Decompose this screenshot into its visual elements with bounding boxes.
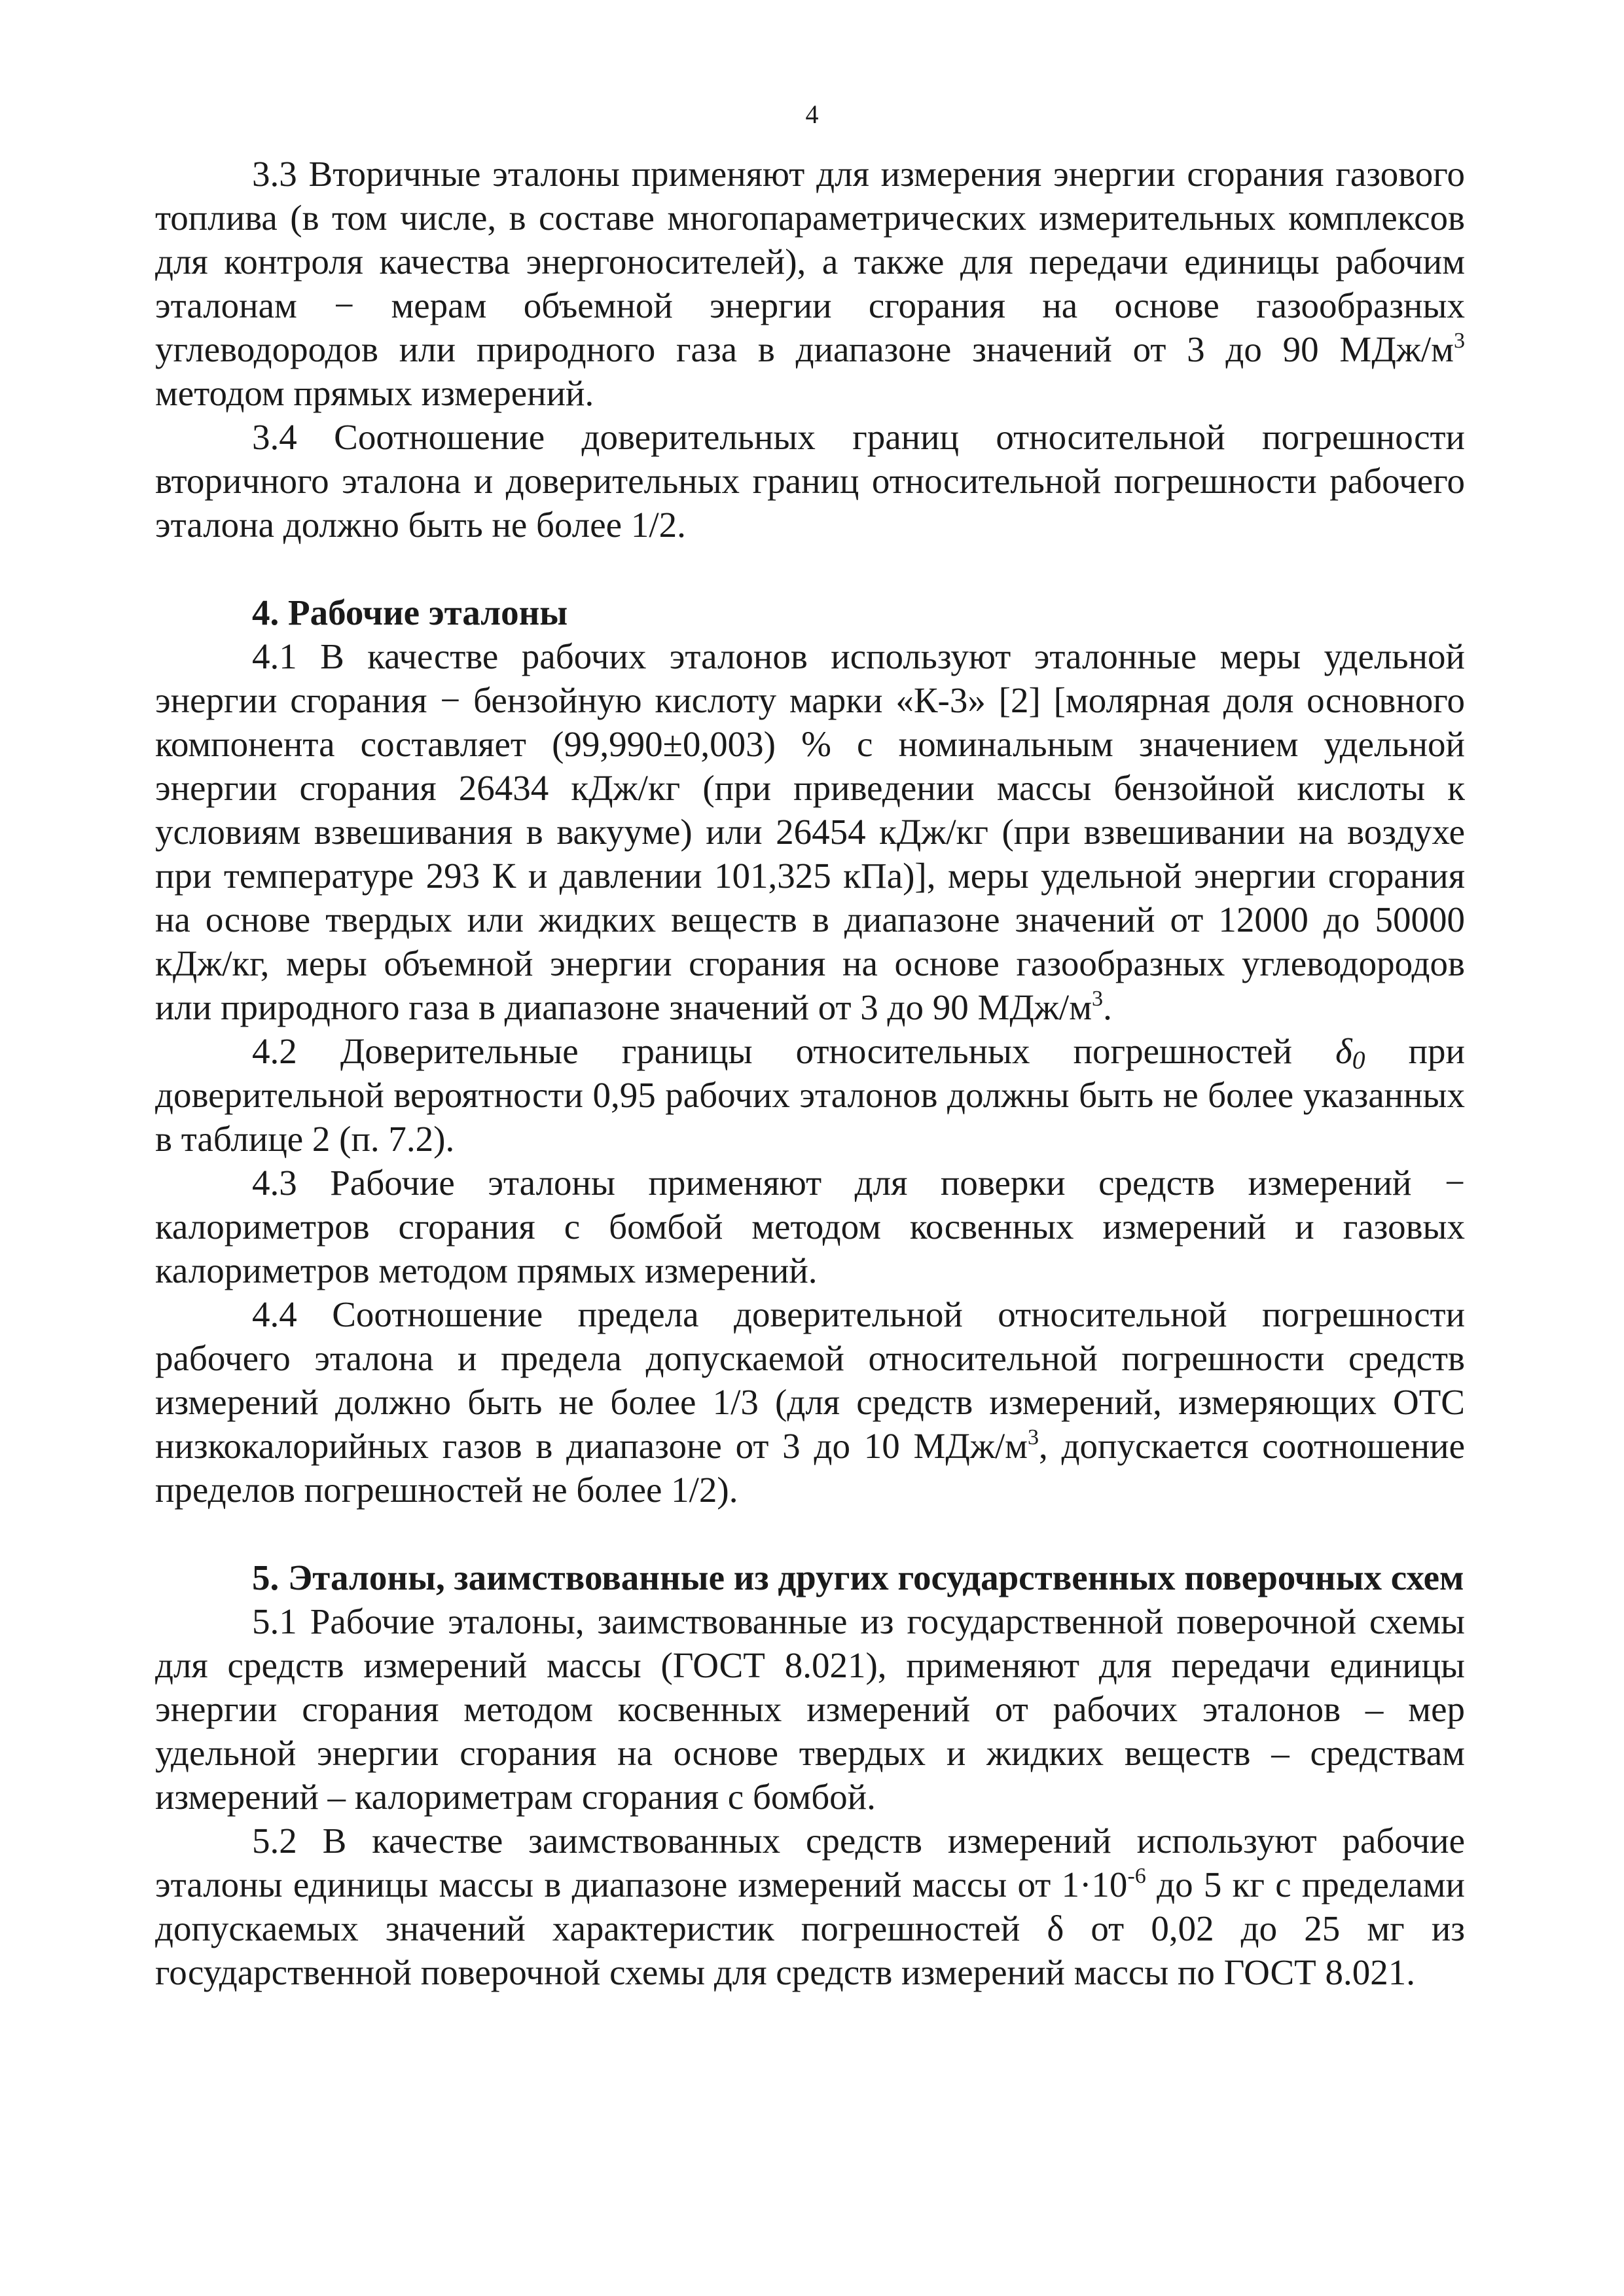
- paragraph-3-3-tail: методом прямых измерений.: [155, 373, 594, 413]
- paragraph-4-2-after: при доверительной вероятности 0,95 рабочих эталонов должны быть не более указанных в таблице 2 (п. 7.2).: [155, 1031, 1465, 1159]
- paragraph-5-1: 5.1 Рабочие эталоны, заимствованные из государственной поверочной схемы для средств измерений массы (ГОСТ 8.021), применяют для передачи единицы энергии сгорания методом косвенных измерений от рабочих эталонов – мер удельной энергии сгорания на основе твердых и жидких веществ – средствам измерений – калориметрам сгорания с бомбой.: [155, 1601, 1465, 1817]
- unit-superscript: 3: [1028, 1425, 1039, 1449]
- paragraph-4-4-text: 4.4 Соотношение предела доверительной относительной погрешности рабочего эталона и предела допускаемой относительной погрешности средств измерений должно быть не более 1/3 (для средств измерений, измеряющих ОТС низкокалорийных газов в диапазоне от 3 до 10 МДж/м: [155, 1294, 1465, 1466]
- document-body: [155, 152, 1465, 1994]
- paragraph-4-4-tail: , допускается соотношение пределов погрешностей не более 1/2).: [155, 1426, 1465, 1510]
- delta-symbol-subscript: 0: [1352, 1045, 1365, 1074]
- paragraph-4-1-tail: .: [1103, 987, 1112, 1027]
- section-heading-5: 5. Эталоны, заимствованные из других государственных поверочных схем: [252, 1558, 1464, 1597]
- paragraph-4-3: 4.3 Рабочие эталоны применяют для поверки средств измерений − калориметров сгорания с бомбой методом косвенных измерений и газовых калориметров методом прямых измерений.: [155, 1163, 1465, 1290]
- delta-symbol: [1335, 1031, 1365, 1074]
- page-number: 4: [805, 100, 819, 129]
- unit-superscript: 3: [1092, 986, 1104, 1011]
- paragraph-4-2: [155, 1029, 1465, 1161]
- paragraph-3-3-text: 3.3 Вторичные эталоны применяют для измерения энергии сгорания газового топлива (в том числе, в составе многопараметрических измерительных комплексов для контроля качества энергоносителей), а также для передачи единицы рабочим эталонам − мерам объемной энергии сгорания на основе газообразных углеводородов или природного газа в диапазоне значений от 3 до 90 МДж/м: [155, 154, 1465, 369]
- paragraph-4-1-text: 4.1 В качестве рабочих эталонов используют эталонные меры удельной энергии сгорания − бензойную кислоту марки «К-3» [2] [молярная доля основного компонента составляет (99,990±0,003) % с номинальным значением удельной энергии сгорания 26434 кДж/кг (при приведении массы бензойной кислоты к условиям взвешивания в вакууме) или 26454 кДж/кг (при взвешивании на воздухе при температуре 293 К и давлении 101,325 кПа)], меры удельной энергии сгорания на основе твердых или жидких веществ в диапазоне значений от 12000 до 50000 кДж/кг, меры объемной энергии сгорания на основе газообразных углеводородов или природного газа в диапазоне значений от 3 до 90 МДж/м: [155, 636, 1465, 1027]
- paragraph-4-1: [155, 634, 1465, 1029]
- paragraph-5-2-after: до 5 кг с пределами допускаемых значений характеристик погрешностей δ от 0,02 до 25 мг из государственной поверочной схемы для средств измерений массы по ГОСТ 8.021.: [155, 1865, 1465, 1992]
- delta-symbol-letter: δ: [1335, 1031, 1352, 1071]
- paragraph-5-2: [155, 1819, 1465, 1994]
- paragraph-3-3: [155, 152, 1465, 415]
- paragraph-4-4: [155, 1292, 1465, 1512]
- paragraph-5-2-before: 5.2 В качестве заимствованных средств измерений используют рабочие эталоны единицы массы в диапазоне измерений массы от 1·10: [155, 1821, 1465, 1904]
- unit-superscript: 3: [1453, 328, 1465, 353]
- exponent-superscript: -6: [1127, 1863, 1146, 1888]
- paragraph-3-4: 3.4 Соотношение доверительных границ относительной погрешности вторичного эталона и доверительных границ относительной погрешности рабочего эталона должно быть не более 1/2.: [155, 417, 1465, 545]
- paragraph-4-2-before: 4.2 Доверительные границы относительных погрешностей: [252, 1031, 1336, 1071]
- section-heading-4: 4. Рабочие эталоны: [252, 592, 568, 632]
